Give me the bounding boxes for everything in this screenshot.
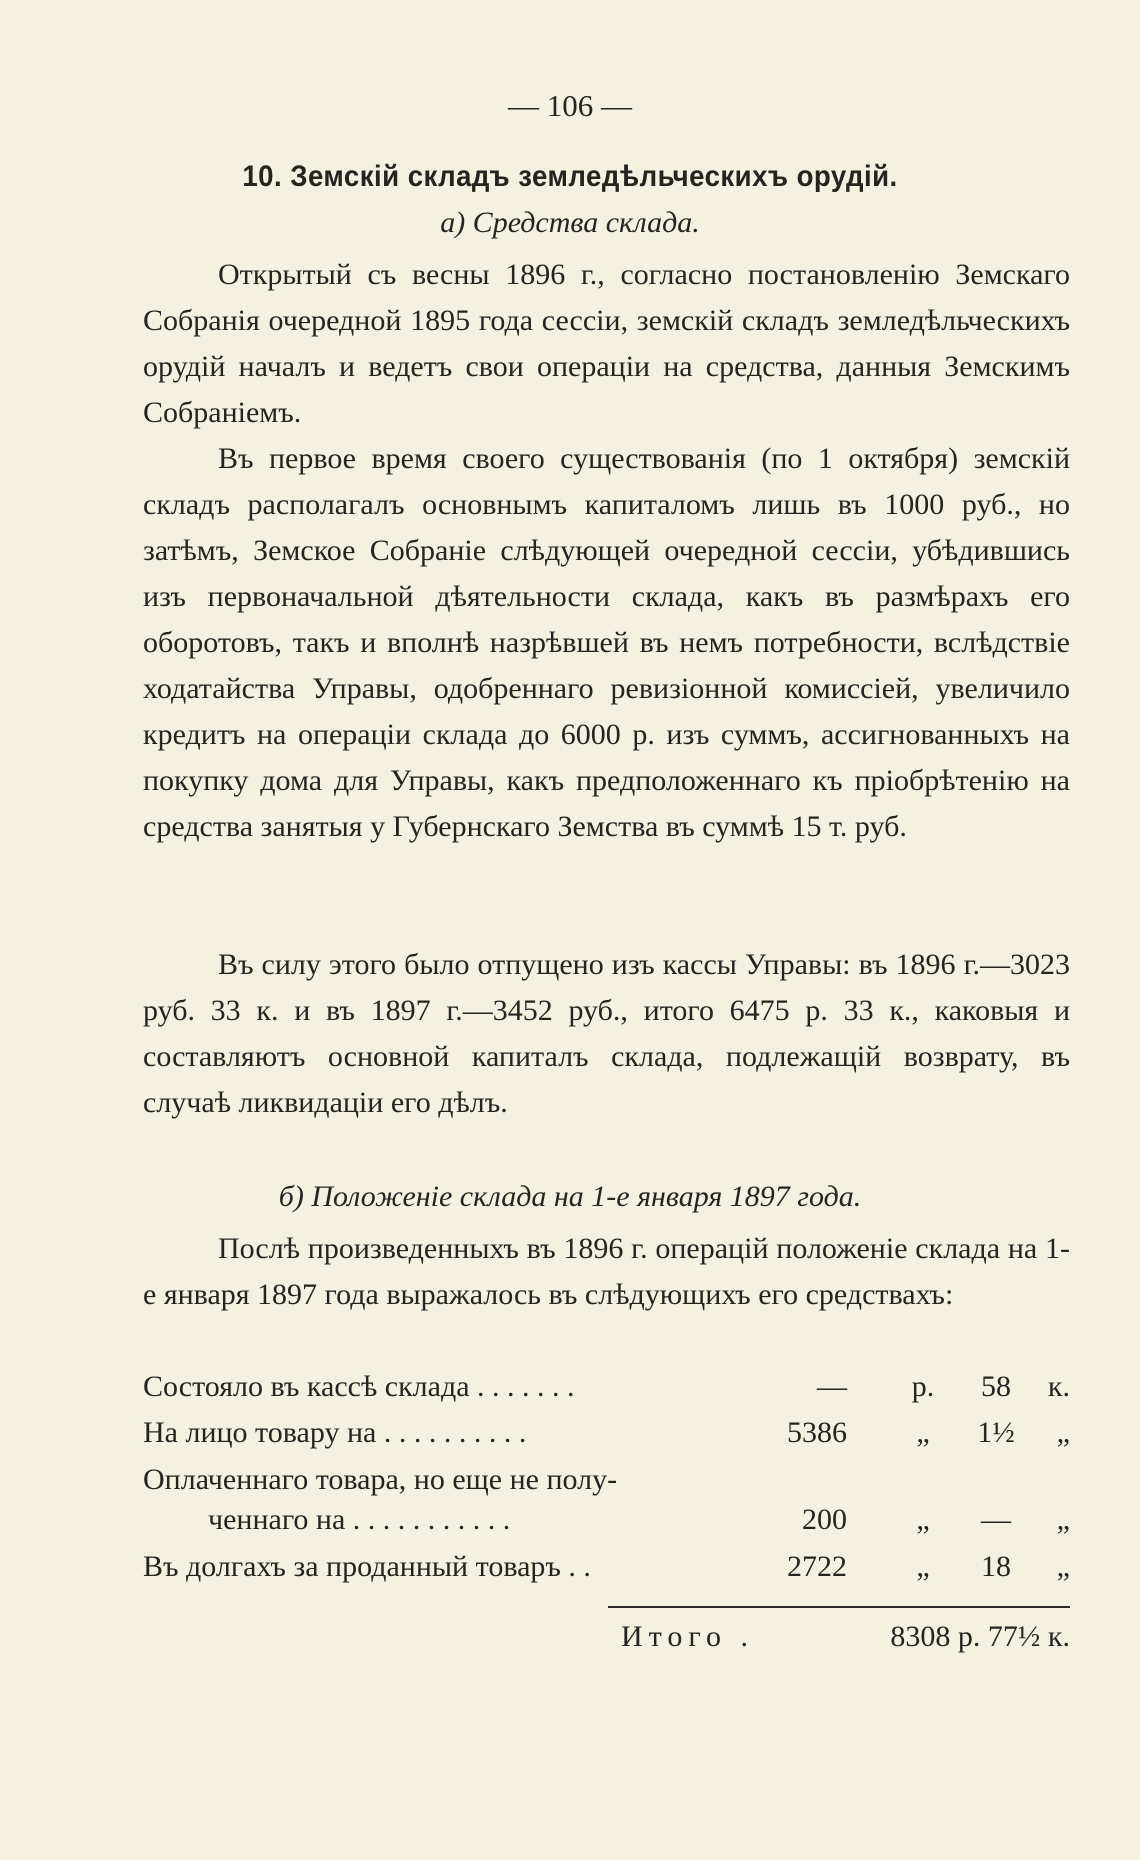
paragraph: Открытый съ весны 1896 г., согласно постановленію Земскаго Собранія очередной 1895 года сессіи, земскій складъ земледѣльческихъ орудій началъ и ведетъ свои операціи на средства, данныя Земскимъ Собраніемъ. (143, 258, 1070, 429)
balance-table (143, 1364, 1070, 1590)
page-number: — 106 — (508, 88, 632, 123)
row-unit-kopecks: к. (1047, 1370, 1070, 1403)
row-label: Состояло въ кассѣ склада . . . . . . . (143, 1370, 575, 1403)
total-label: Итого . (621, 1620, 754, 1653)
section-b-title: б) Положеніе склада на 1-е января 1897 года. (278, 1180, 862, 1213)
total-value: 8308 р. 77½ к. (890, 1620, 1070, 1653)
row-rubles: 5386 (787, 1416, 847, 1449)
row-kopecks: 58 (981, 1370, 1011, 1403)
section-a-title: а) Средства склада. (440, 206, 700, 239)
total-row (143, 1614, 1070, 1660)
row-rubles: 200 (802, 1503, 847, 1536)
row-label: На лицо товару на . . . . . . . . . . (143, 1416, 527, 1449)
row-rubles: — (817, 1370, 847, 1403)
row-kopecks: — (981, 1503, 1011, 1536)
row-label: Оплаченнаго товара, но еще не полу- (143, 1463, 618, 1496)
paragraph: Въ первое время своего существованія (по 1 октября) земскій складъ располагалъ основнымъ капиталомъ лишь въ 1000 руб., но затѣмъ, Земское Собраніе слѣдующей очередной сессіи, убѣдившись изъ первоначальной дѣятельности склада, какъ въ размѣрахъ его оборотовъ, такъ и вполнѣ назрѣвшей въ немъ потребности, вслѣдствіе ходатайства Управы, одобреннаго ревизіонной комиссіей, увеличило кредитъ на операціи склада до 6000 р. изъ суммъ, ассигнованныхъ на покупку дома для Управы, какъ предположеннаго къ пріобрѣтенію на средства занятыя у Губернскаго Земства въ суммѣ 15 т. руб. (143, 442, 1070, 843)
table-row (143, 1364, 1070, 1410)
table-row-continued (143, 1500, 1070, 1540)
row-unit-rubles: р. (911, 1370, 935, 1403)
table-row (143, 1410, 1070, 1456)
paragraph: Послѣ произведенныхъ въ 1896 г. операцій положеніе склада на 1-е января 1897 года выражалось въ слѣдующихъ его средствахъ: (143, 1232, 1070, 1311)
row-unit-kopecks: „ (1056, 1550, 1070, 1583)
row-unit-kopecks: „ (1056, 1416, 1070, 1449)
row-unit-kopecks: „ (1056, 1503, 1070, 1536)
row-kopecks: 1½ (977, 1416, 1015, 1449)
row-unit-rubles: „ (916, 1503, 930, 1536)
row-label-continued: ченнаго на . . . . . . . . . . . (208, 1503, 511, 1536)
table-row (143, 1460, 1070, 1500)
table-row (143, 1544, 1070, 1590)
row-unit-rubles: „ (916, 1550, 930, 1583)
row-kopecks: 18 (981, 1550, 1011, 1583)
row-label: Въ долгахъ за проданный товаръ . . (143, 1550, 591, 1583)
total-divider (608, 1606, 1070, 1608)
row-rubles: 2722 (787, 1550, 847, 1583)
paragraph: Въ силу этого было отпущено изъ кассы Управы: въ 1896 г.—3023 руб. 33 к. и въ 1897 г.—3452 руб., итого 6475 р. 33 к., каковыя и составляютъ основной капиталъ склада, подлежащій возврату, въ случаѣ ликвидаціи его дѣлъ. (143, 948, 1070, 1119)
section-heading: 10. Земскій складъ земледѣльческихъ орудій. (242, 160, 898, 193)
row-unit-rubles: „ (916, 1416, 930, 1449)
